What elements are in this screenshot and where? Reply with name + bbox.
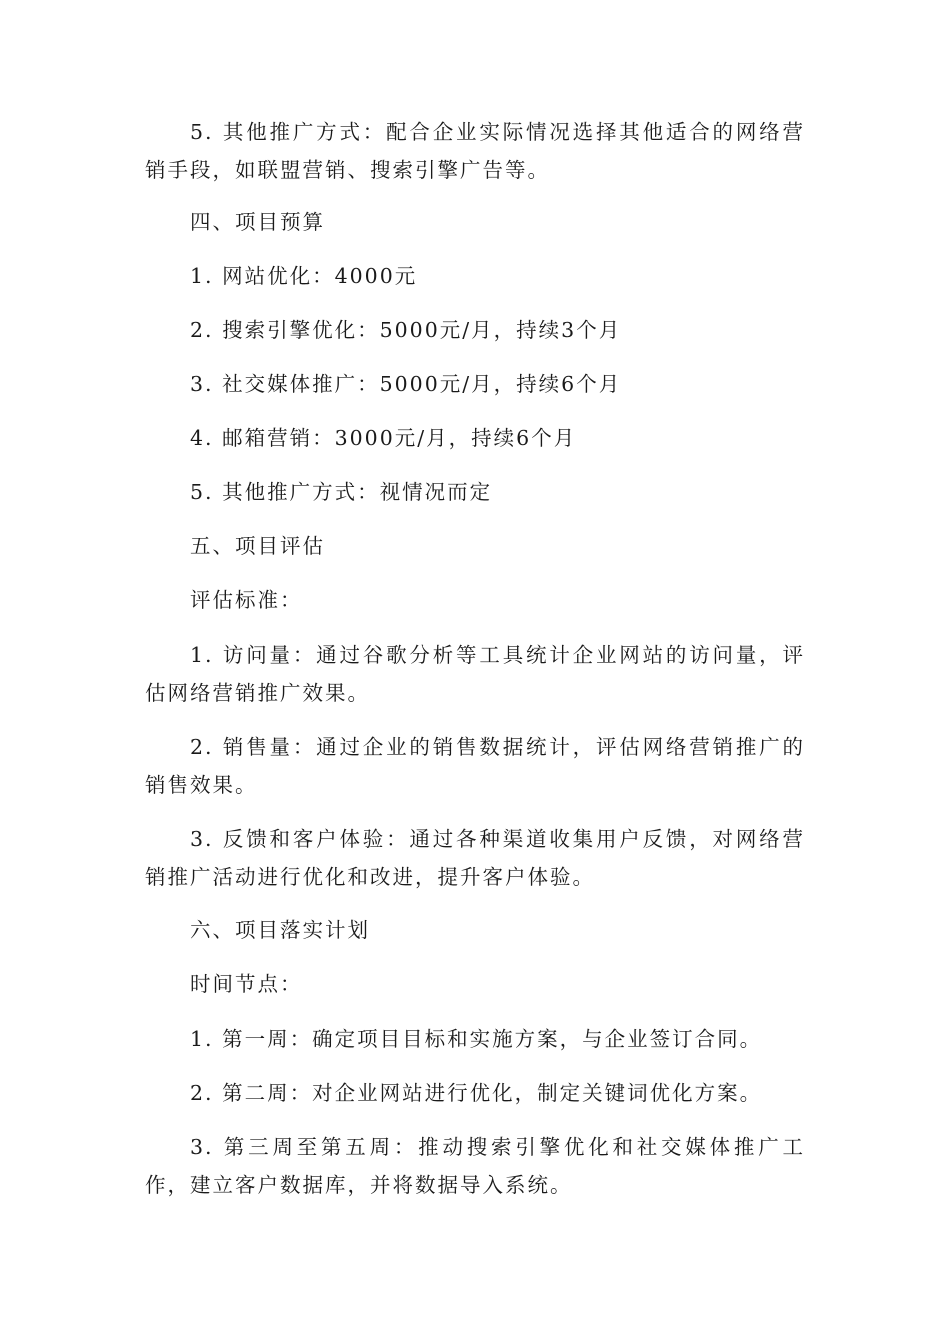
evaluation-criteria-label: 评估标准：: [190, 588, 303, 612]
timeline-label: 时间节点：: [190, 972, 303, 996]
budget-item-email-marketing: 4. 邮箱营销：3000元/月，持续6个月: [190, 426, 577, 450]
timeline-item-week-2: 2. 第二周：对企业网站进行优化，制定关键词优化方案。: [190, 1081, 763, 1105]
evaluation-item-feedback: 3. 反馈和客户体验：通过各种渠道收集用户反馈，对网络营销推广活动进行优化和改进，提升客户体验。: [145, 827, 805, 889]
evaluation-item-visits: 1. 访问量：通过谷歌分析等工具统计企业网站的访问量，评估网络营销推广效果。: [145, 643, 805, 705]
timeline-item-week-1: 1. 第一周：确定项目目标和实施方案，与企业签订合同。: [190, 1027, 763, 1051]
budget-item-other-methods: 5. 其他推广方式：视情况而定: [190, 480, 493, 504]
evaluation-item-sales: 2. 销售量：通过企业的销售数据统计，评估网络营销推广的销售效果。: [145, 735, 805, 797]
budget-item-social-media: 3. 社交媒体推广：5000元/月，持续6个月: [190, 372, 622, 396]
heading-implementation-plan: 六、项目落实计划: [190, 918, 370, 942]
timeline-item-week-3-5: 3. 第三周至第五周：推动搜索引擎优化和社交媒体推广工作，建立客户数据库，并将数据导入系统。: [145, 1135, 805, 1197]
heading-project-evaluation: 五、项目评估: [190, 534, 325, 558]
budget-item-seo: 2. 搜索引擎优化：5000元/月，持续3个月: [190, 318, 622, 342]
heading-project-budget: 四、项目预算: [190, 210, 325, 234]
paragraph-other-promotion-methods: 5. 其他推广方式：配合企业实际情况选择其他适合的网络营销手段，如联盟营销、搜索引擎广告等。: [145, 120, 805, 182]
budget-item-website-optimization: 1. 网站优化：4000元: [190, 264, 418, 288]
